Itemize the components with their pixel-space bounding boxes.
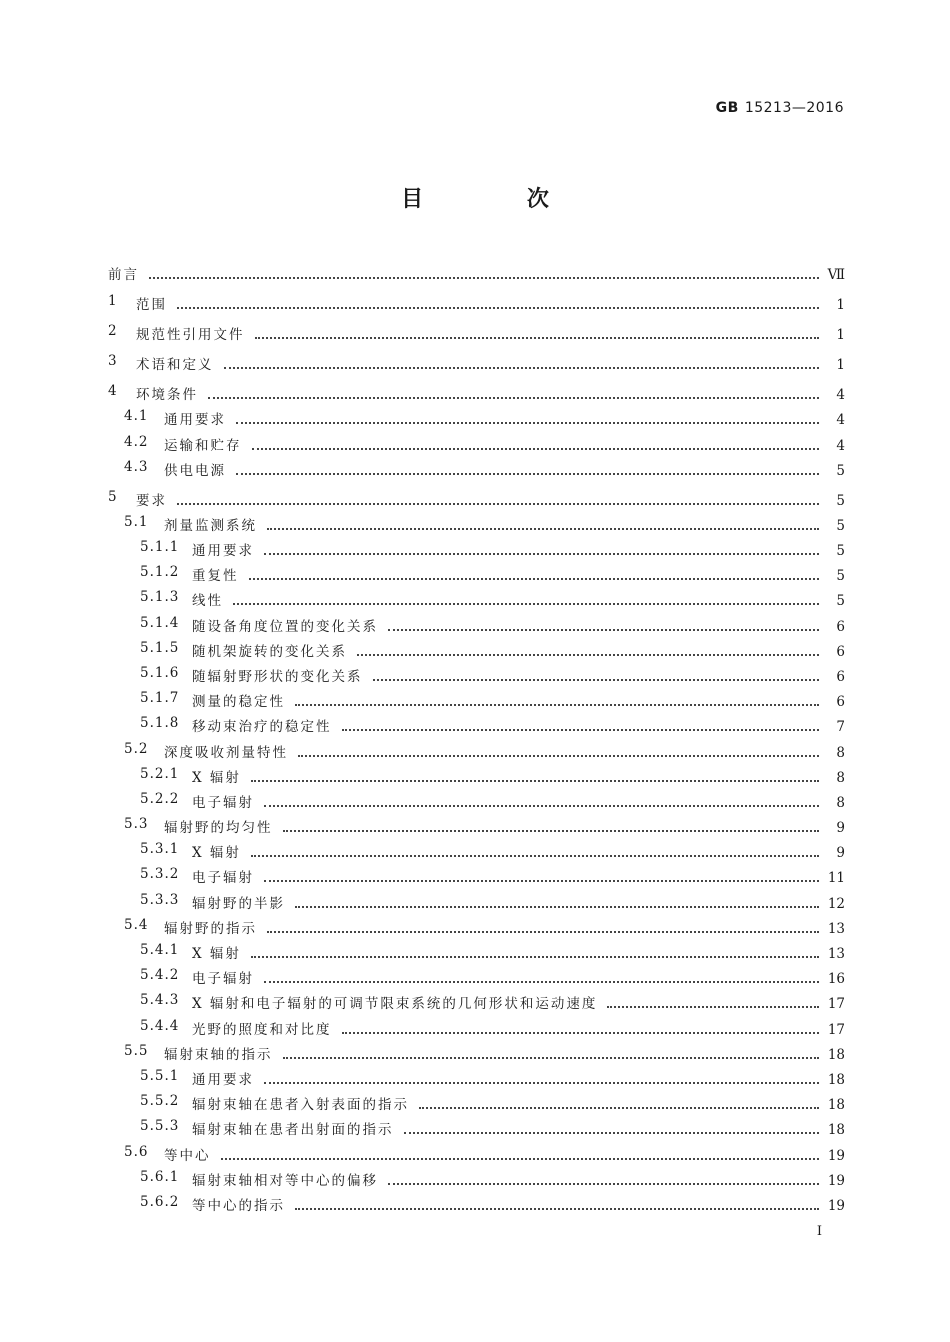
dot-leader (607, 1006, 819, 1008)
toc-entry-number: 5.2 (124, 740, 149, 757)
toc-entry-number: 5.1.5 (140, 639, 180, 656)
toc-entry[interactable] (108, 1193, 845, 1218)
toc-entry-page: 8 (836, 744, 845, 761)
dot-leader (357, 654, 819, 656)
toc-entry-number: 5.1.2 (140, 564, 180, 581)
toc-entry[interactable] (108, 1142, 845, 1167)
dot-leader (342, 1032, 819, 1034)
toc-entry-title: 通用要求 (192, 1071, 254, 1088)
toc-entry[interactable] (108, 991, 845, 1016)
dot-leader (267, 931, 819, 933)
dot-leader (264, 805, 819, 807)
toc-entry-page: 13 (827, 920, 845, 937)
toc-entry-number: 4.2 (124, 433, 149, 450)
toc-entry-title: 测量的稳定性 (192, 694, 285, 711)
dot-leader (419, 1107, 819, 1109)
toc-entry[interactable] (108, 588, 845, 613)
toc-entry-number: 5.1 (124, 513, 149, 530)
toc-entry-label (124, 408, 226, 428)
toc-entry-label (140, 589, 223, 609)
toc-entry-label (140, 564, 239, 584)
toc-entry-label (140, 1018, 332, 1038)
toc-entry-page: 17 (827, 1021, 845, 1038)
toc-entry[interactable] (108, 513, 845, 538)
toc-entry[interactable] (108, 966, 845, 991)
toc-entry-page: 6 (836, 694, 845, 711)
toc-entry-title: 线性 (192, 593, 223, 610)
dot-leader (233, 603, 819, 605)
dot-leader (208, 397, 819, 399)
toc-entry-number: 5.6 (124, 1143, 149, 1160)
toc-entry[interactable] (108, 563, 845, 588)
toc-entry-title: 电子辐射 (192, 870, 254, 887)
toc-entry-label (140, 1093, 409, 1113)
toc-entry-label (140, 1169, 378, 1189)
dot-leader (283, 830, 819, 832)
toc-entry-label (140, 615, 378, 635)
toc-entry-title: 辐射束轴的指示 (164, 1046, 273, 1063)
toc-entry-title: 重复性 (192, 568, 239, 585)
toc-entry-number: 5.1.6 (140, 664, 180, 681)
toc-entry[interactable] (108, 487, 845, 512)
toc-entry[interactable] (108, 689, 845, 714)
toc-entry-label (124, 741, 288, 761)
toc-entry[interactable] (108, 916, 845, 941)
toc-entry-page: 11 (827, 870, 845, 887)
toc-entry-title: X 辐射和电子辐射的可调节限束系统的几何形状和运动速度 (192, 996, 598, 1013)
toc-entry-title: 运输和贮存 (164, 437, 242, 454)
dot-leader (251, 780, 819, 782)
toc-entry-title: 等中心 (164, 1147, 211, 1164)
toc-entry-page: 5 (836, 593, 845, 610)
toc-entry-number: 4.3 (124, 458, 149, 475)
toc-entry-number: 5.6.1 (140, 1168, 180, 1185)
toc-entry-label (124, 816, 273, 836)
toc-entry-title: 术语和定义 (136, 357, 214, 374)
dot-leader (295, 1208, 819, 1210)
toc-entry-page: 8 (836, 794, 845, 811)
toc-entry-label (124, 1144, 211, 1164)
toc-entry-title: 规范性引用文件 (136, 327, 245, 344)
toc-entry-number: 5.5 (124, 1042, 149, 1059)
toc-entry[interactable] (108, 639, 845, 664)
toc-entry-label (140, 640, 347, 660)
toc-entry-label (140, 665, 363, 685)
dot-leader (255, 337, 819, 339)
toc-entry[interactable] (108, 1168, 845, 1193)
toc-entry-number: 5.6.2 (140, 1193, 180, 1210)
toc-entry-title: 辐射野的均匀性 (164, 820, 273, 837)
toc-entry-page: Ⅶ (827, 267, 845, 284)
toc-entry[interactable] (108, 262, 845, 287)
toc-entry-page: 4 (836, 412, 845, 429)
toc-entry-page: 5 (836, 462, 845, 479)
standard-code (716, 100, 844, 116)
toc-entry-number: 5.1.7 (140, 690, 180, 707)
toc-entry-page: 19 (827, 1172, 845, 1189)
toc-entry-page: 4 (836, 437, 845, 454)
dot-leader (373, 679, 819, 681)
toc-entry-label (140, 992, 597, 1012)
toc-entry-title: 辐射束轴相对等中心的偏移 (192, 1172, 378, 1189)
toc-entry[interactable] (108, 382, 845, 407)
toc-entry-label (140, 690, 285, 710)
toc-entry-title: 环境条件 (136, 387, 198, 404)
toc-entry[interactable] (108, 1067, 845, 1092)
toc-entry-page: 18 (827, 1046, 845, 1063)
toc-entry-page: 5 (836, 568, 845, 585)
toc-entry-number: 5.4.3 (140, 992, 180, 1009)
page-number: I (816, 1224, 822, 1239)
toc-entry-label (140, 1118, 394, 1138)
toc-entry-label (108, 323, 245, 343)
toc-entry-title: 深度吸收剂量特性 (164, 744, 288, 761)
toc-entry-title: 辐射束轴在患者入射表面的指示 (192, 1097, 409, 1114)
toc-entry-label (140, 791, 254, 811)
toc-entry[interactable] (108, 407, 845, 432)
dot-leader (236, 473, 819, 475)
toc-entry[interactable] (108, 790, 845, 815)
toc-entry[interactable] (108, 941, 845, 966)
dot-leader (249, 578, 819, 580)
toc-entry-title: 范围 (136, 297, 167, 314)
toc-entry[interactable] (108, 1016, 845, 1041)
toc-entry-label (124, 917, 257, 937)
toc-entry[interactable] (108, 458, 845, 483)
toc-entry-number: 5.4.1 (140, 942, 180, 959)
toc-entry-number: 5.2.2 (140, 790, 180, 807)
toc-entry-number: 5.4 (124, 916, 149, 933)
toc-entry-title: 供电电源 (164, 462, 226, 479)
toc-entry-number: 5.5.1 (140, 1067, 180, 1084)
toc-entry-number: 5.2.1 (140, 765, 180, 782)
toc-entry-label (108, 263, 139, 283)
toc-entry-page: 18 (827, 1097, 845, 1114)
toc-entry-page: 4 (836, 387, 845, 404)
dot-leader (264, 553, 819, 555)
table-of-contents (108, 262, 845, 1218)
toc-entry-title: 辐射野的指示 (164, 920, 257, 937)
toc-entry-number: 4.1 (124, 408, 149, 425)
dot-leader (264, 981, 819, 983)
toc-entry-page: 12 (827, 895, 845, 912)
dot-leader (252, 448, 819, 450)
toc-entry-title: 剂量监测系统 (164, 517, 257, 534)
toc-entry-page: 1 (836, 327, 845, 344)
toc-entry-page: 18 (827, 1122, 845, 1139)
toc-entry-number: 5.3.1 (140, 841, 180, 858)
dot-leader (342, 729, 819, 731)
dot-leader (149, 277, 819, 279)
toc-entry-page: 8 (836, 769, 845, 786)
dot-leader (264, 1082, 819, 1084)
toc-entry-title: 随机架旋转的变化关系 (192, 643, 347, 660)
toc-entry-page: 6 (836, 643, 845, 660)
toc-entry-title: 随设备角度位置的变化关系 (192, 618, 378, 635)
dot-leader (295, 704, 819, 706)
toc-entry-label (140, 715, 332, 735)
toc-entry-number: 5.3.2 (140, 866, 180, 883)
toc-entry[interactable] (108, 538, 845, 563)
toc-entry-page: 19 (827, 1147, 845, 1164)
dot-leader (295, 906, 819, 908)
toc-entry-label (108, 293, 167, 313)
toc-entry-number: 5.1.3 (140, 589, 180, 606)
toc-entry[interactable] (108, 1092, 845, 1117)
toc-entry-number: 5.1.1 (140, 539, 180, 556)
toc-entry-page: 1 (836, 357, 845, 374)
toc-entry-label (124, 434, 242, 454)
toc-entry-number: 5.1.8 (140, 715, 180, 732)
toc-entry-label (140, 1194, 285, 1214)
toc-entry-title: X 辐射 (192, 845, 241, 862)
toc-entry-number: 1 (108, 293, 118, 310)
standard-prefix: GB (715, 100, 739, 116)
toc-entry-page: 19 (827, 1197, 845, 1214)
toc-entry-page: 6 (836, 618, 845, 635)
toc-entry-title: X 辐射 (192, 769, 241, 786)
toc-entry-label (140, 967, 254, 987)
dot-leader (177, 503, 819, 505)
toc-entry[interactable] (108, 292, 845, 317)
toc-entry-title: 等中心的指示 (192, 1197, 285, 1214)
toc-entry-number: 4 (108, 383, 118, 400)
dot-leader (224, 367, 819, 369)
toc-entry-title: 辐射野的半影 (192, 895, 285, 912)
toc-entry[interactable] (108, 714, 845, 739)
toc-entry-page: 9 (836, 820, 845, 837)
standard-number: 15213—2016 (744, 100, 844, 116)
toc-entry-label (140, 841, 241, 861)
toc-entry-page: 5 (836, 517, 845, 534)
toc-entry-title: 前言 (108, 267, 139, 284)
toc-entry-number: 5.4.2 (140, 967, 180, 984)
toc-entry-number: 5.4.4 (140, 1017, 180, 1034)
dot-leader (404, 1132, 819, 1134)
toc-entry[interactable] (108, 664, 845, 689)
toc-entry-number: 2 (108, 323, 118, 340)
page-title: 目 次 (401, 187, 597, 212)
toc-entry-title: 通用要求 (192, 543, 254, 560)
toc-entry-page: 16 (827, 971, 845, 988)
toc-entry-number: 5.3 (124, 816, 149, 833)
toc-entry[interactable] (108, 322, 845, 347)
toc-entry-page: 13 (827, 946, 845, 963)
toc-entry-page: 1 (836, 297, 845, 314)
dot-leader (236, 422, 819, 424)
toc-entry[interactable] (108, 352, 845, 377)
toc-entry[interactable] (108, 613, 845, 638)
toc-entry-page: 5 (836, 543, 845, 560)
toc-entry[interactable] (108, 890, 845, 915)
toc-entry-title: 电子辐射 (192, 794, 254, 811)
toc-entry-number: 5.5.2 (140, 1093, 180, 1110)
toc-entry-label (140, 1068, 254, 1088)
toc-entry-number: 5.1.4 (140, 614, 180, 631)
toc-entry[interactable] (108, 1042, 845, 1067)
toc-entry-label (140, 539, 254, 559)
toc-entry-page: 17 (827, 996, 845, 1013)
toc-entry-label (108, 489, 167, 509)
toc-entry-page: 6 (836, 668, 845, 685)
dot-leader (388, 1183, 819, 1185)
toc-entry[interactable] (108, 865, 845, 890)
dot-leader (298, 755, 819, 757)
dot-leader (267, 528, 819, 530)
toc-entry-title: 通用要求 (164, 412, 226, 429)
toc-entry-label (140, 866, 254, 886)
toc-entry-title: 光野的照度和对比度 (192, 1021, 332, 1038)
toc-entry-page: 18 (827, 1071, 845, 1088)
toc-entry-label (108, 383, 198, 403)
dot-leader (251, 956, 819, 958)
dot-leader (177, 307, 819, 309)
toc-entry-page: 5 (836, 492, 845, 509)
toc-entry-label (108, 353, 214, 373)
toc-entry[interactable] (108, 739, 845, 764)
toc-entry-number: 5.3.3 (140, 891, 180, 908)
toc-entry-number: 3 (108, 353, 118, 370)
toc-entry[interactable] (108, 1117, 845, 1142)
dot-leader (283, 1057, 819, 1059)
toc-entry-number: 5.5.3 (140, 1118, 180, 1135)
toc-entry-title: 移动束治疗的稳定性 (192, 719, 332, 736)
toc-entry[interactable] (108, 765, 845, 790)
dot-leader (251, 855, 819, 857)
toc-entry-title: X 辐射 (192, 946, 241, 963)
toc-entry[interactable] (108, 840, 845, 865)
toc-entry[interactable] (108, 815, 845, 840)
toc-entry-title: 随辐射野形状的变化关系 (192, 668, 363, 685)
toc-entry-title: 电子辐射 (192, 971, 254, 988)
toc-entry-page: 9 (836, 845, 845, 862)
toc-entry-label (140, 892, 285, 912)
toc-entry-title: 要求 (136, 492, 167, 509)
dot-leader (221, 1158, 819, 1160)
toc-entry-title: 辐射束轴在患者出射面的指示 (192, 1122, 394, 1139)
dot-leader (264, 880, 819, 882)
toc-entry-label (124, 1043, 273, 1063)
toc-entry-page: 7 (836, 719, 845, 736)
toc-entry-label (124, 514, 257, 534)
toc-entry-label (140, 766, 241, 786)
toc-entry[interactable] (108, 432, 845, 457)
dot-leader (388, 629, 819, 631)
toc-entry-label (124, 459, 226, 479)
toc-entry-number: 5 (108, 488, 118, 505)
toc-entry-label (140, 942, 241, 962)
